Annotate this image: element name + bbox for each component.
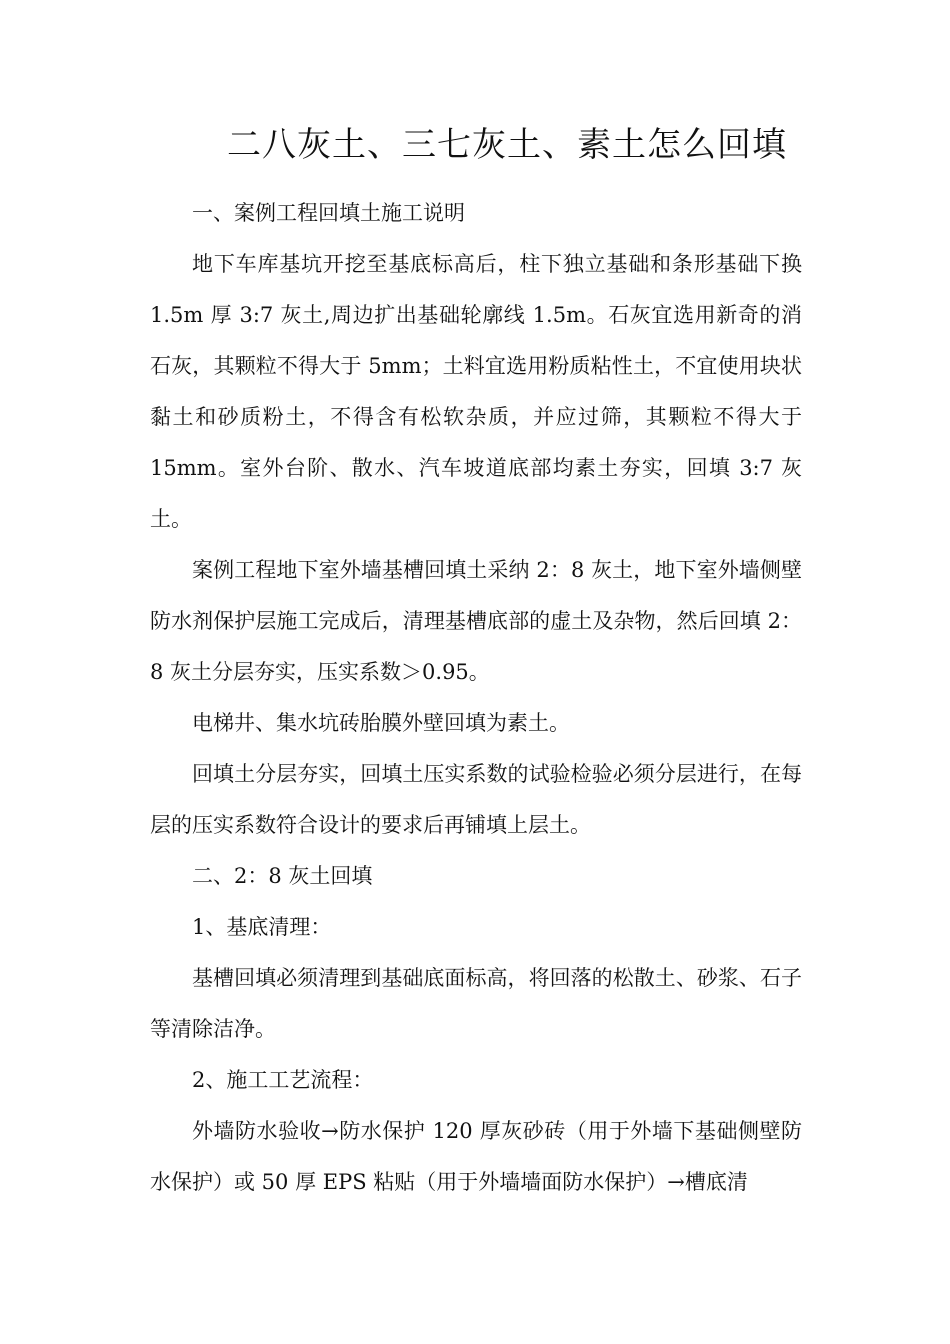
paragraph-elevator-pit: 电梯井、集水坑砖胎膜外壁回填为素土。 <box>192 711 570 735</box>
document-body <box>150 188 802 1208</box>
section-heading-1: 一、案例工程回填土施工说明 <box>192 201 465 225</box>
subheading-base-cleaning: 1、基底清理： <box>192 915 332 939</box>
paragraph-base-cleaning: 基槽回填必须清理到基础底面标高，将回落的松散土、砂浆、石子等清除洁净。 <box>150 966 802 1041</box>
paragraph-basement-backfill: 案例工程地下室外墙基槽回填土采纳 2：8 灰土，地下室外墙侧壁防水剂保护层施工完成后，清理基槽底部的虚土及杂物，然后回填 2：8 灰土分层夯实，压实系数＞0.95。 <box>150 558 802 684</box>
section-heading-2: 二、2：8 灰土回填 <box>192 864 373 888</box>
document-title: 二八灰土、三七灰土、素土怎么回填 <box>227 125 787 165</box>
paragraph-compaction-test: 回填土分层夯实，回填土压实系数的试验检验必须分层进行，在每层的压实系数符合设计的要求后再铺填上层土。 <box>150 762 802 837</box>
subheading-process-flow: 2、施工工艺流程： <box>192 1068 374 1092</box>
paragraph-lime-soil-spec: 地下车库基坑开挖至基底标高后，柱下独立基础和条形基础下换 1.5m 厚 3:7 灰土,周边扩出基础轮廓线 1.5m。石灰宜选用新奇的消石灰，其颗粒不得大于 5mm；土料宜选用粉质粘性土，不宜使用块状黏土和砂质粉土，不得含有松软杂质，并应过筛，其颗粒不得大于 15mm。室外台阶、散水、汽车坡道底部均素土夯实，回填 3:7 灰土。 <box>150 252 802 531</box>
paragraph-process-flow: 外墙防水验收→防水保护 120 厚灰砂砖（用于外墙下基础侧壁防水保护）或 50 厚 EPS 粘贴（用于外墙墙面防水保护）→槽底清 <box>150 1119 802 1194</box>
